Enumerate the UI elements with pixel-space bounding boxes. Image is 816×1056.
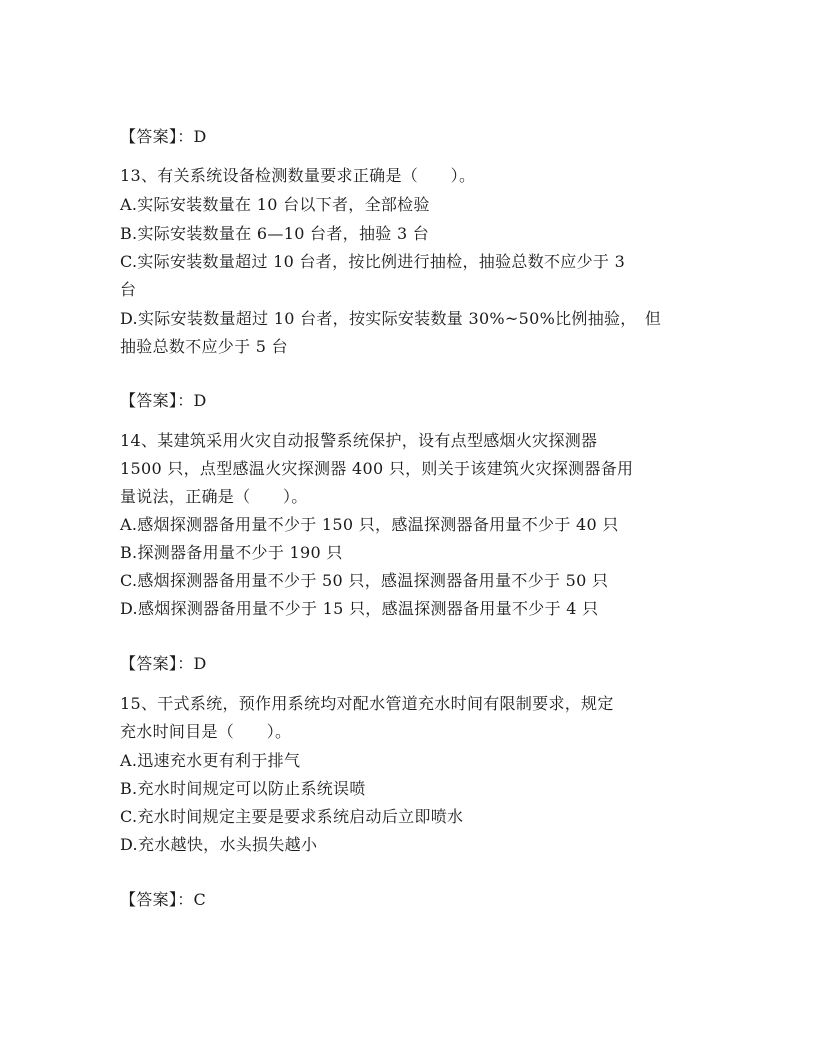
question-14-text-cont: 1500 只，点型感温火灾探测器 400 只，则关于该建筑火灾探测器备用: [120, 459, 634, 478]
answer-label: 【答案】：: [120, 890, 194, 909]
question-15-text: 15、干式系统，预作用系统均对配水管道充水时间有限制要求，规定: [120, 694, 614, 713]
question-13-option-b: B.实际安装数量在 6—10 台者，抽验 3 台: [120, 224, 430, 243]
question-14-option-c: C.感烟探测器备用量不少于 50 只，感温探测器备用量不少于 50 只: [120, 571, 609, 590]
answer-label: 【答案】：: [120, 654, 194, 673]
question-13-text: 13、有关系统设备检测数量要求正确是（ ）。: [120, 166, 476, 185]
answer-value: D: [193, 654, 207, 673]
question-15-text-cont: 充水时间目是（ ）。: [120, 722, 292, 741]
question-13-option-d: D.实际安装数量超过 10 台者，按实际安装数量 30%~50%比例抽验， 但: [120, 309, 662, 328]
question-15-option-a: A.迅速充水更有利于排气: [120, 751, 301, 770]
answer-line: [120, 391, 207, 411]
question-15-option-d: D.充水越快，水头损失越小: [120, 835, 318, 854]
answer-label: 【答案】：: [120, 391, 194, 410]
question-13-option-a: A.实际安装数量在 10 台以下者，全部检验: [120, 195, 430, 214]
question-15-option-c: C.充水时间规定主要是要求系统启动后立即喷水: [120, 807, 464, 826]
question-14-option-a: A.感烟探测器备用量不少于 150 只，感温探测器备用量不少于 40 只: [120, 515, 619, 534]
question-14-text: 14、某建筑采用火灾自动报警系统保护，设有点型感烟火灾探测器: [120, 431, 598, 450]
answer-value: C: [193, 890, 207, 909]
question-13-option-c: C.实际安装数量超过 10 台者，按比例进行抽检，抽验总数不应少于 3: [120, 252, 626, 271]
question-15-option-b: B.充水时间规定可以防止系统误喷: [120, 779, 366, 798]
answer-line: [120, 654, 207, 674]
answer-line: [120, 890, 206, 910]
question-14-text-cont: 量说法，正确是（ ）。: [120, 487, 308, 506]
question-14-option-b: B.探测器备用量不少于 190 只: [120, 543, 343, 562]
answer-value: D: [193, 391, 207, 410]
answer-value: D: [193, 127, 207, 146]
answer-line: [120, 127, 207, 147]
question-14-option-d: D.感烟探测器备用量不少于 15 只，感温探测器备用量不少于 4 只: [120, 599, 599, 618]
question-13-option-c-cont: 台: [120, 280, 137, 299]
question-13-option-d-cont: 抽验总数不应少于 5 台: [120, 337, 288, 356]
answer-label: 【答案】：: [120, 127, 194, 146]
